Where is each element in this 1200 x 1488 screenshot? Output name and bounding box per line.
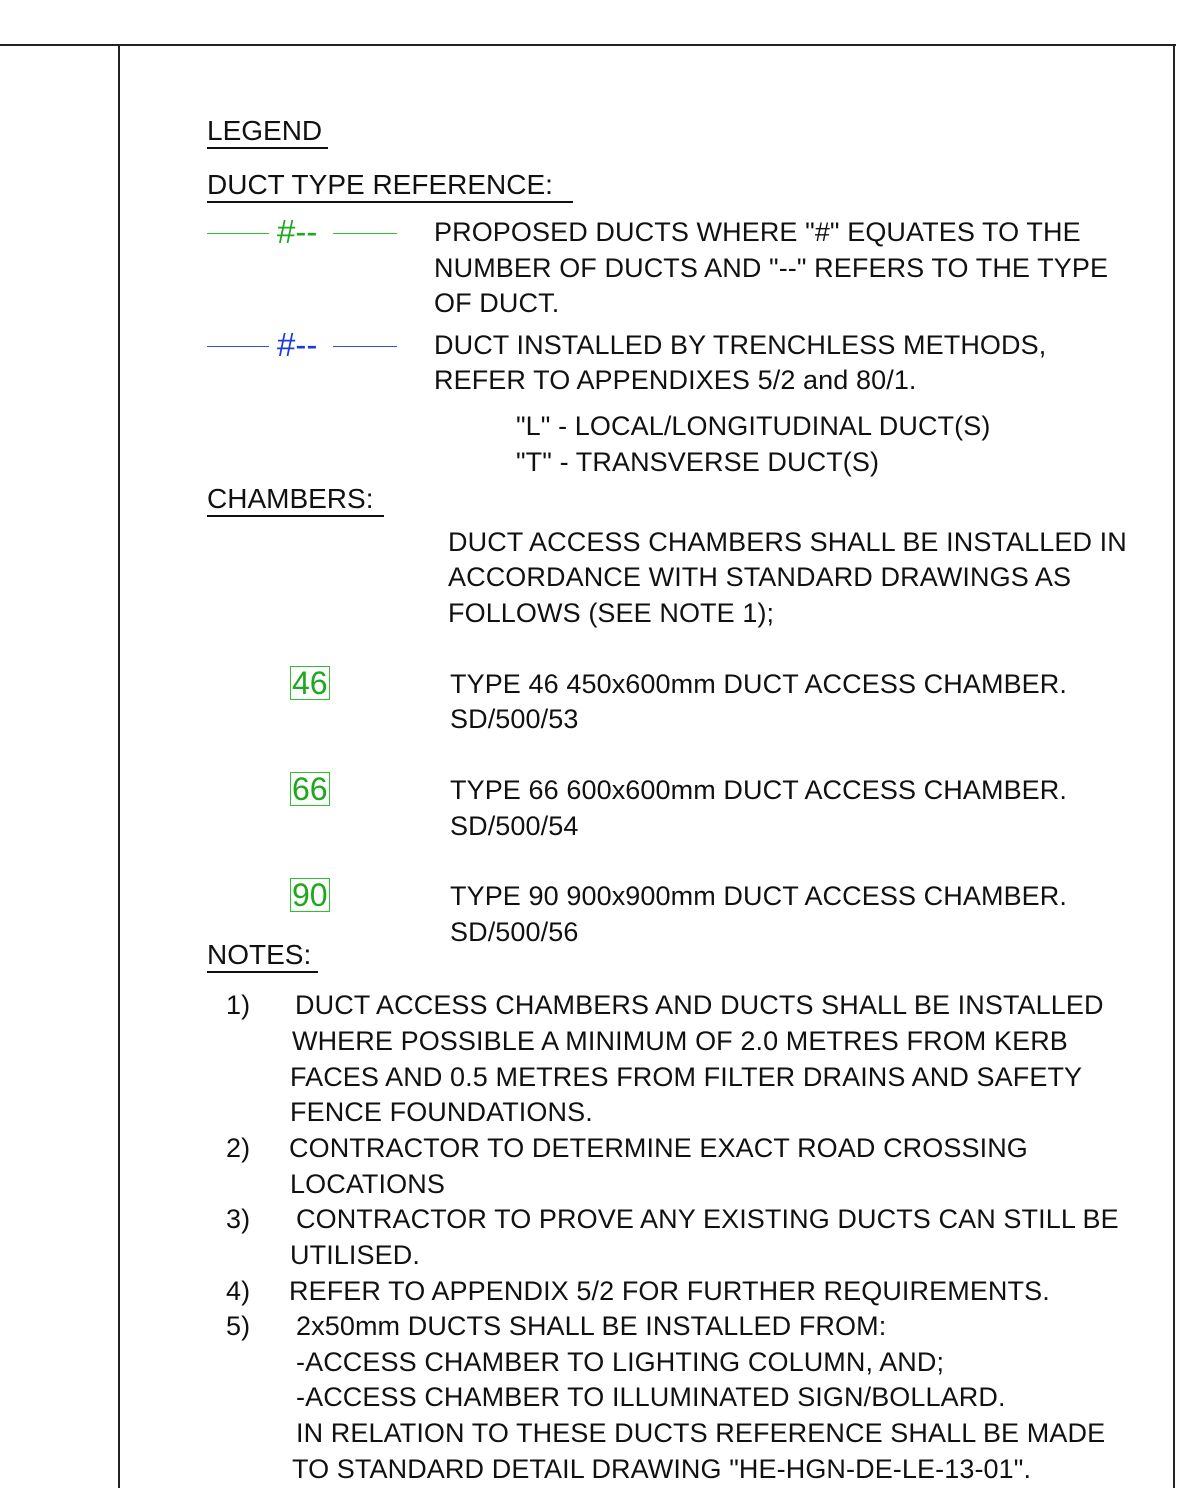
note-1-line-2: WHERE POSSIBLE A MINIMUM OF 2.0 METRES FROM KERB — [292, 1026, 1068, 1056]
proposed-duct-symbol — [207, 213, 397, 250]
frame-left-border — [118, 44, 120, 1488]
notes-heading: NOTES: — [207, 939, 312, 970]
note-1-line-4: FENCE FOUNDATIONS. — [290, 1097, 593, 1127]
trenchless-duct-line-right — [333, 346, 397, 347]
note-5-line-3: -ACCESS CHAMBER TO ILLUMINATED SIGN/BOLLARD. — [296, 1382, 1006, 1412]
proposed-duct-symbol-label: #-- — [277, 213, 318, 250]
chambers-heading-underline — [207, 515, 384, 517]
note-4-line-1: REFER TO APPENDIX 5/2 FOR FURTHER REQUIREMENTS. — [289, 1276, 1050, 1306]
chamber-66-text: TYPE 66 600x600mm DUCT ACCESS CHAMBER. — [450, 775, 1067, 805]
proposed-duct-text-1: PROPOSED DUCTS WHERE "#" EQUATES TO THE — [434, 217, 1081, 247]
note-5-line-2: -ACCESS CHAMBER TO LIGHTING COLUMN, AND; — [296, 1347, 945, 1377]
frame-right-border — [1173, 44, 1175, 1488]
note-1-line-1: DUCT ACCESS CHAMBERS AND DUCTS SHALL BE INSTALLED — [295, 990, 1104, 1020]
trenchless-duct-text-1: DUCT INSTALLED BY TRENCHLESS METHODS, — [434, 330, 1047, 360]
chamber-90-text: TYPE 90 900x900mm DUCT ACCESS CHAMBER. — [450, 881, 1067, 911]
chamber-46-text: TYPE 46 450x600mm DUCT ACCESS CHAMBER. — [450, 669, 1067, 699]
chambers-intro-3: FOLLOWS (SEE NOTE 1); — [448, 598, 775, 628]
proposed-duct-text-2: NUMBER OF DUCTS AND "--" REFERS TO THE TYPE — [434, 253, 1109, 283]
note-3-line-1: CONTRACTOR TO PROVE ANY EXISTING DUCTS CAN STILL BE — [296, 1204, 1119, 1234]
chamber-46-drawing: SD/500/53 — [450, 704, 579, 734]
note-1-line-3: FACES AND 0.5 METRES FROM FILTER DRAINS AND SAFETY — [290, 1062, 1083, 1092]
trenchless-duct-line-left — [207, 346, 269, 347]
notes-heading-underline — [207, 971, 318, 973]
chambers-intro-1: DUCT ACCESS CHAMBERS SHALL BE INSTALLED IN — [448, 527, 1127, 557]
note-2-line-2: LOCATIONS — [290, 1169, 445, 1199]
chamber-90-drawing: SD/500/56 — [450, 917, 579, 947]
proposed-duct-text-3: OF DUCT. — [434, 288, 560, 318]
chamber-66-drawing: SD/500/54 — [450, 811, 579, 841]
duct-code-t: "T" - TRANSVERSE DUCT(S) — [516, 447, 880, 477]
note-1-number: 1) — [226, 990, 251, 1020]
proposed-duct-line-left — [207, 233, 269, 234]
note-2-number: 2) — [226, 1133, 251, 1163]
note-5-line-1: 2x50mm DUCTS SHALL BE INSTALLED FROM: — [296, 1311, 887, 1341]
note-3-number: 3) — [226, 1204, 251, 1234]
legend-title: LEGEND — [207, 115, 323, 146]
trenchless-duct-symbol — [207, 326, 397, 363]
frame-top-border — [0, 44, 1176, 46]
note-5-number: 5) — [226, 1311, 251, 1341]
duct-code-l: "L" - LOCAL/LONGITUDINAL DUCT(S) — [516, 411, 991, 441]
note-2-line-1: CONTRACTOR TO DETERMINE EXACT ROAD CROSSING — [289, 1133, 1028, 1163]
chambers-heading: CHAMBERS: — [207, 483, 374, 514]
note-3-line-2: UTILISED. — [290, 1240, 420, 1270]
chamber-46-symbol: 46 — [292, 665, 328, 701]
legend-title-underline — [207, 147, 328, 149]
duct-type-heading: DUCT TYPE REFERENCE: — [207, 169, 553, 200]
trenchless-duct-text-2: REFER TO APPENDIXES 5/2 and 80/1. — [434, 365, 917, 395]
trenchless-duct-symbol-label: #-- — [277, 326, 318, 363]
duct-type-heading-underline — [207, 201, 573, 203]
chambers-intro-2: ACCORDANCE WITH STANDARD DRAWINGS AS — [448, 562, 1072, 592]
note-5-line-4: IN RELATION TO THESE DUCTS REFERENCE SHALL BE MADE — [296, 1418, 1106, 1448]
chamber-90-symbol: 90 — [292, 877, 328, 913]
note-5-line-5: TO STANDARD DETAIL DRAWING "HE-HGN-DE-LE-13-01". — [292, 1454, 1032, 1484]
note-4-number: 4) — [226, 1276, 251, 1306]
chamber-66-symbol: 66 — [292, 771, 328, 807]
proposed-duct-line-right — [333, 233, 397, 234]
